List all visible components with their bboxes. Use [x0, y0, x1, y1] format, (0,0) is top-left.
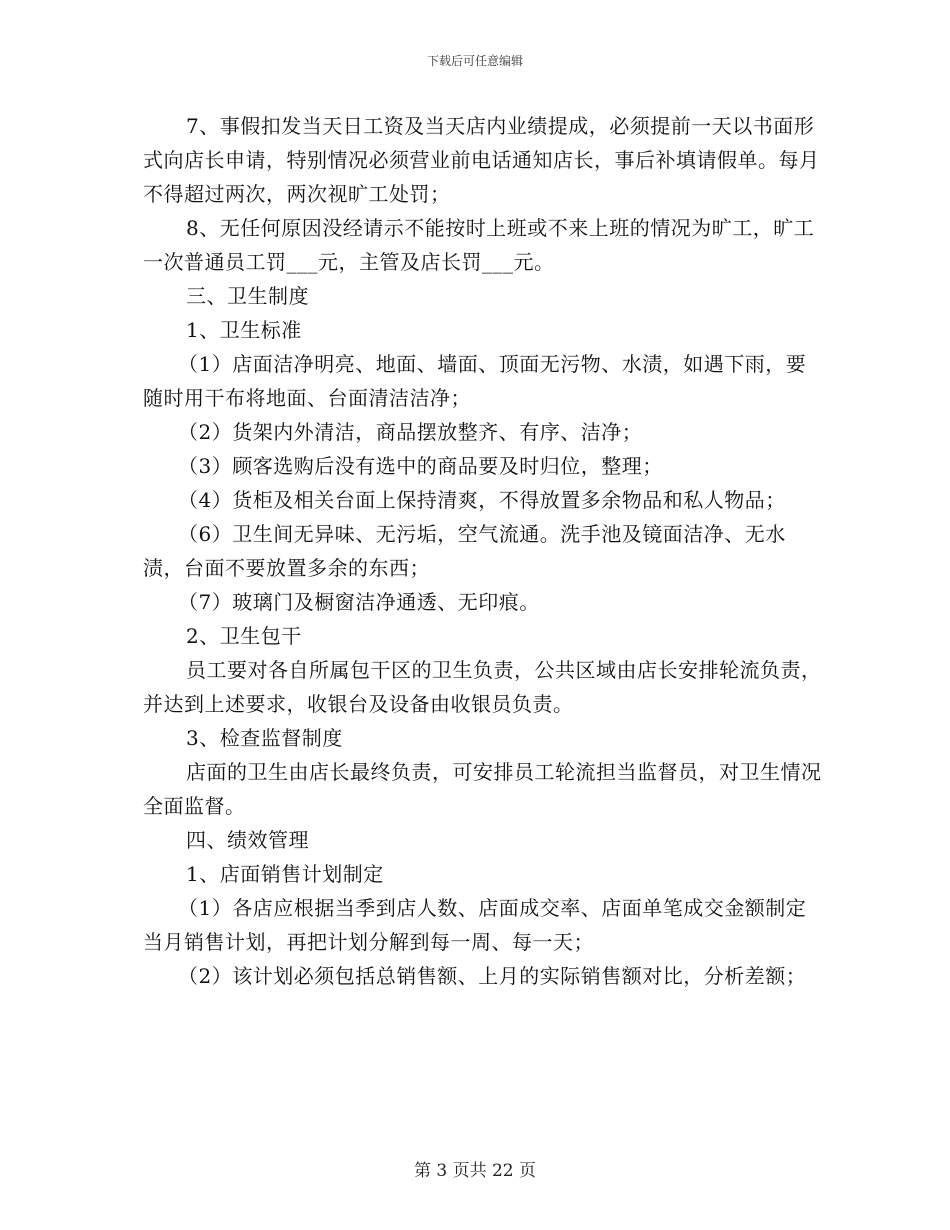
section-heading: 三、卫生制度: [186, 284, 309, 308]
document-body: [143, 109, 823, 993]
page-header: 下载后可任意编辑: [426, 54, 523, 68]
subsection-heading: 1、卫生标准: [186, 318, 302, 342]
list-item: （6）卫生间无异味、无污垢，空气流通。洗手池及镜面洁净、无水渍，台面不要放置多余的东西；: [143, 522, 786, 580]
paragraph: 店面的卫生由店长最终负责，可安排员工轮流担当监督员，对卫生情况全面监督。: [143, 760, 822, 818]
subsection-heading: 2、卫生包干: [186, 624, 302, 648]
list-item: （1）各店应根据当季到店人数、店面成交率、店面单笔成交金额制定当月销售计划，再把计划分解到每一周、每一天；: [143, 896, 807, 954]
page-footer: 第 3 页共 22 页: [413, 1161, 537, 1181]
list-item: （1）店面洁净明亮、地面、墙面、顶面无污物、水渍，如遇下雨，要随时用干布将地面、台面清洁洁净；: [143, 352, 807, 410]
list-item: （4）货柜及相关台面上保持清爽，不得放置多余物品和私人物品；: [178, 488, 786, 512]
paragraph: 8、无任何原因没经请示不能按时上班或不来上班的情况为旷工，旷工一次普通员工罚___元，主管及店长罚___元。: [143, 216, 815, 274]
paragraph: 员工要对各自所属包干区的卫生负责，公共区域由店长安排轮流负责，并达到上述要求，收银台及设备由收银员负责。: [143, 658, 822, 716]
list-item: （2）货架内外清洁，商品摆放整齐、有序、洁净；: [178, 420, 643, 444]
list-item: （7）玻璃门及橱窗洁净通透、无印痕。: [178, 590, 540, 614]
section-heading: 四、绩效管理: [186, 828, 309, 852]
subsection-heading: 3、检查监督制度: [186, 726, 343, 750]
list-item: （3）顾客选购后没有选中的商品要及时归位，整理；: [178, 454, 663, 478]
paragraph: 7、事假扣发当天日工资及当天店内业绩提成，必须提前一天以书面形式向店长申请，特别情况必须营业前电话通知店长，事后补填请假单。每月不得超过两次，两次视旷工处罚；: [143, 114, 820, 206]
list-item: （2）该计划必须包括总销售额、上月的实际销售额对比，分析差额；: [178, 964, 807, 988]
subsection-heading: 1、店面销售计划制定: [186, 862, 384, 886]
